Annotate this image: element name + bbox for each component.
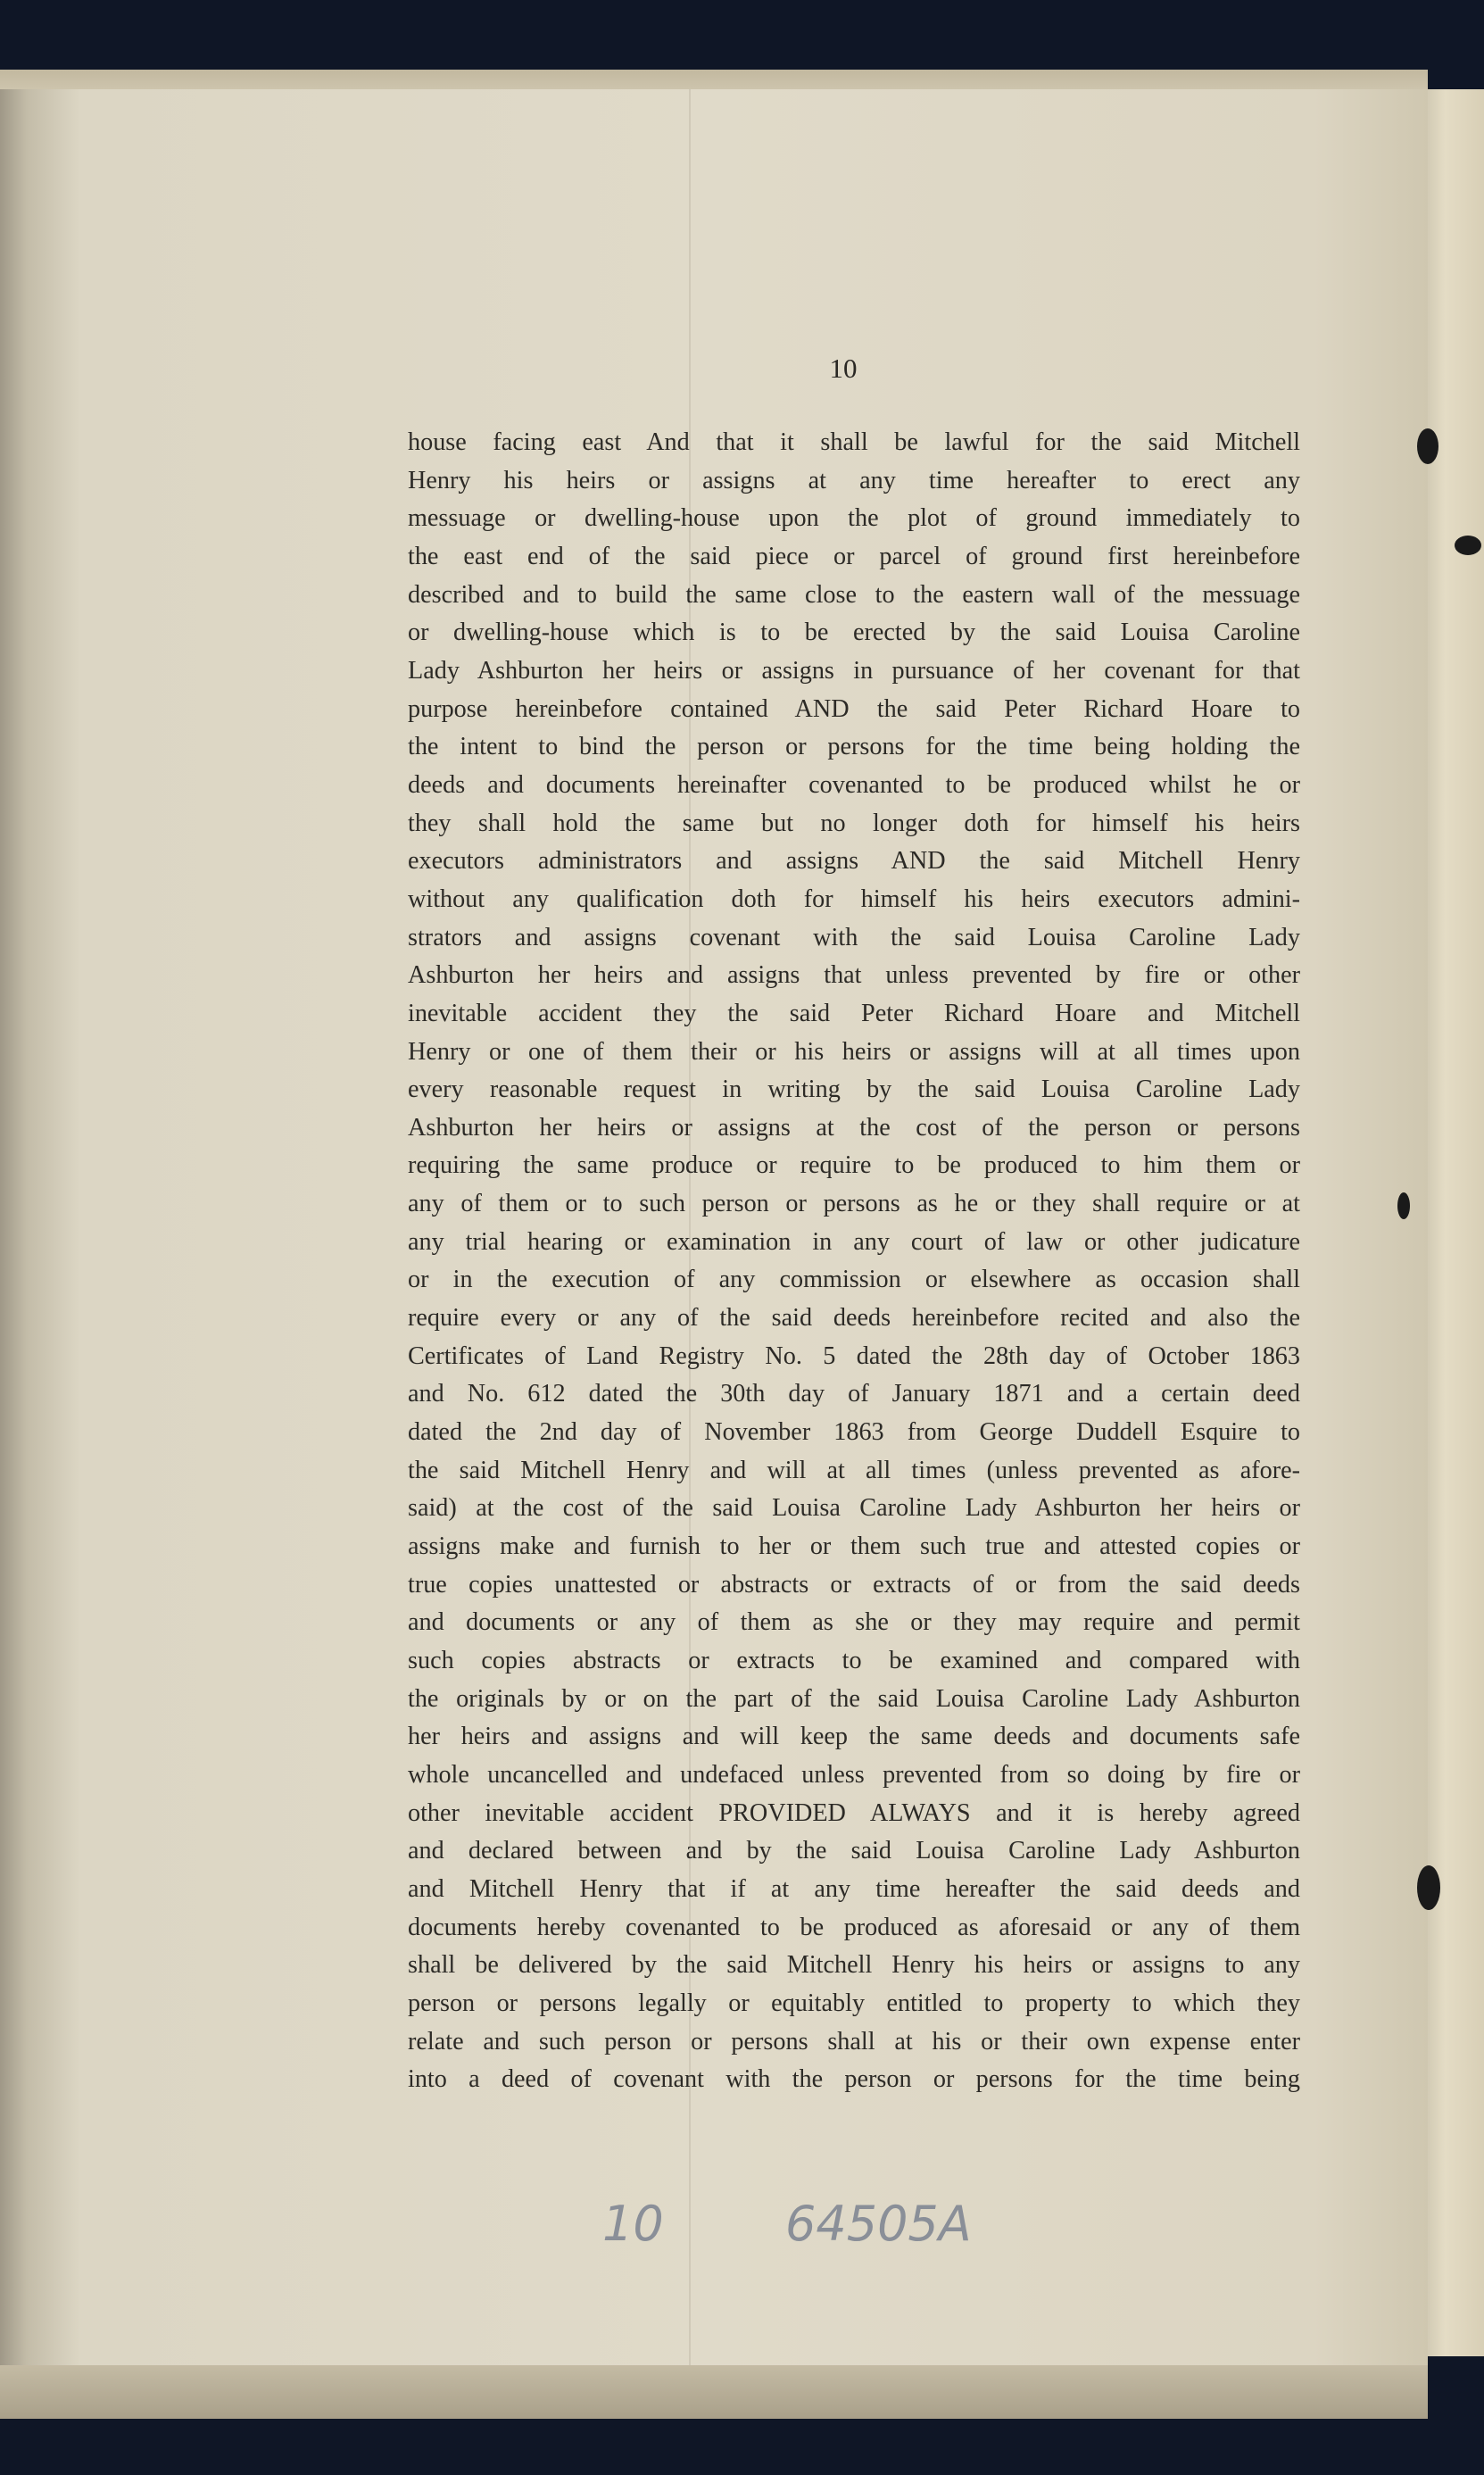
- page-number: 10: [829, 353, 858, 384]
- text-line: such copies abstracts or extracts to be examined and compared with: [408, 1647, 1300, 1674]
- text-line: Ashburton her heirs and assigns that unless prevented by fire or other: [408, 961, 1300, 990]
- text-line: executors administrators and assigns AND the said Mitchell Henry: [408, 847, 1300, 876]
- text-line: any trial hearing or examination in any court of law or other judicature: [408, 1227, 1300, 1256]
- text-line: dated the 2nd day of November 1863 from George Duddell Esquire to: [408, 1418, 1300, 1447]
- text-line: and declared between and by the said Louisa Caroline Lady Ashburton: [408, 1837, 1300, 1865]
- text-line: requiring the same produce or require to be produced to him them or: [408, 1151, 1300, 1180]
- text-line: relate and such person or persons shall at his or their own expense enter: [408, 2027, 1300, 2056]
- text-line: shall be delivered by the said Mitchell Henry his heirs or assigns to any: [408, 1951, 1300, 1980]
- text-line: house facing east And that it shall be lawful for the said Mitchell: [408, 428, 1300, 456]
- text-line: they shall hold the same but no longer doth for himself his heirs: [408, 809, 1300, 837]
- handwritten-page-number: 10: [602, 2196, 664, 2252]
- text-line: require every or any of the said deeds hereinbefore recited and also the: [408, 1304, 1300, 1333]
- text-line: or in the execution of any commission or elsewhere as occasion shall: [408, 1266, 1300, 1294]
- text-line: or dwelling-house which is to be erected by the said Louisa Caroline: [408, 619, 1300, 647]
- text-line: without any qualification doth for himself his heirs executors admini-: [408, 885, 1300, 913]
- text-line: the intent to bind the person or persons for the time being holding the: [408, 733, 1300, 761]
- text-line: deeds and documents hereinafter covenanted to be produced whilst he or: [408, 770, 1300, 799]
- text-line: every reasonable request in writing by the said Louisa Caroline Lady: [408, 1076, 1300, 1104]
- text-line: the said Mitchell Henry and will at all times (unless prevented as afore-: [408, 1456, 1300, 1484]
- text-line: said) at the cost of the said Louisa Caroline Lady Ashburton her heirs or: [408, 1494, 1300, 1523]
- text-line: Ashburton her heirs or assigns at the cost of the person or persons: [408, 1113, 1300, 1142]
- text-line: and documents or any of them as she or they may require and permit: [408, 1608, 1300, 1637]
- text-line: and Mitchell Henry that if at any time hereafter the said deeds and: [408, 1874, 1300, 1903]
- text-line: messuage or dwelling-house upon the plot of ground immediately to: [408, 504, 1300, 533]
- binding-hole: [1397, 1192, 1410, 1219]
- text-line: and No. 612 dated the 30th day of January 1871 and a certain deed: [408, 1380, 1300, 1408]
- handwritten-reference: 64505A: [785, 2196, 972, 2252]
- binding-hole: [1417, 1865, 1440, 1910]
- text-line: Henry his heirs or assigns at any time hereafter to erect any: [408, 466, 1300, 494]
- text-line: any of them or to such person or persons as he or they shall require or at: [408, 1190, 1300, 1218]
- text-line: documents hereby covenanted to be produced as aforesaid or any of them: [408, 1913, 1300, 1941]
- text-line: assigns make and furnish to her or them such true and attested copies or: [408, 1532, 1300, 1561]
- page-bottom-edge: [0, 2365, 1428, 2419]
- text-line: into a deed of covenant with the person or persons for the time being: [408, 2065, 1300, 2094]
- text-line: Certificates of Land Registry No. 5 dated the 28th day of October 1863: [408, 1341, 1300, 1370]
- text-line: described and to build the same close to the eastern wall of the messuage: [408, 580, 1300, 609]
- text-line: purpose hereinbefore contained AND the said Peter Richard Hoare to: [408, 694, 1300, 723]
- text-line: person or persons legally or equitably entitled to property to which they: [408, 1989, 1300, 2017]
- text-line: her heirs and assigns and will keep the same deeds and documents safe: [408, 1723, 1300, 1751]
- text-line: Lady Ashburton her heirs or assigns in pursuance of her covenant for that: [408, 656, 1300, 685]
- text-line: inevitable accident they the said Peter Richard Hoare and Mitchell: [408, 999, 1300, 1027]
- binding-hole: [1455, 536, 1481, 555]
- text-line: other inevitable accident PROVIDED ALWAYS and it is hereby agreed: [408, 1798, 1300, 1827]
- binding-hole: [1417, 428, 1438, 464]
- text-line: whole uncancelled and undefaced unless prevented from so doing by fire or: [408, 1760, 1300, 1789]
- text-line: strators and assigns covenant with the said Louisa Caroline Lady: [408, 923, 1300, 951]
- text-line: Henry or one of them their or his heirs or assigns will at all times upon: [408, 1037, 1300, 1066]
- deed-body-text: [408, 424, 1300, 2099]
- text-line: the east end of the said piece or parcel of ground first hereinbefore: [408, 542, 1300, 570]
- text-line: true copies unattested or abstracts or extracts of or from the said deeds: [408, 1570, 1300, 1599]
- text-line: the originals by or on the part of the said Louisa Caroline Lady Ashburton: [408, 1684, 1300, 1713]
